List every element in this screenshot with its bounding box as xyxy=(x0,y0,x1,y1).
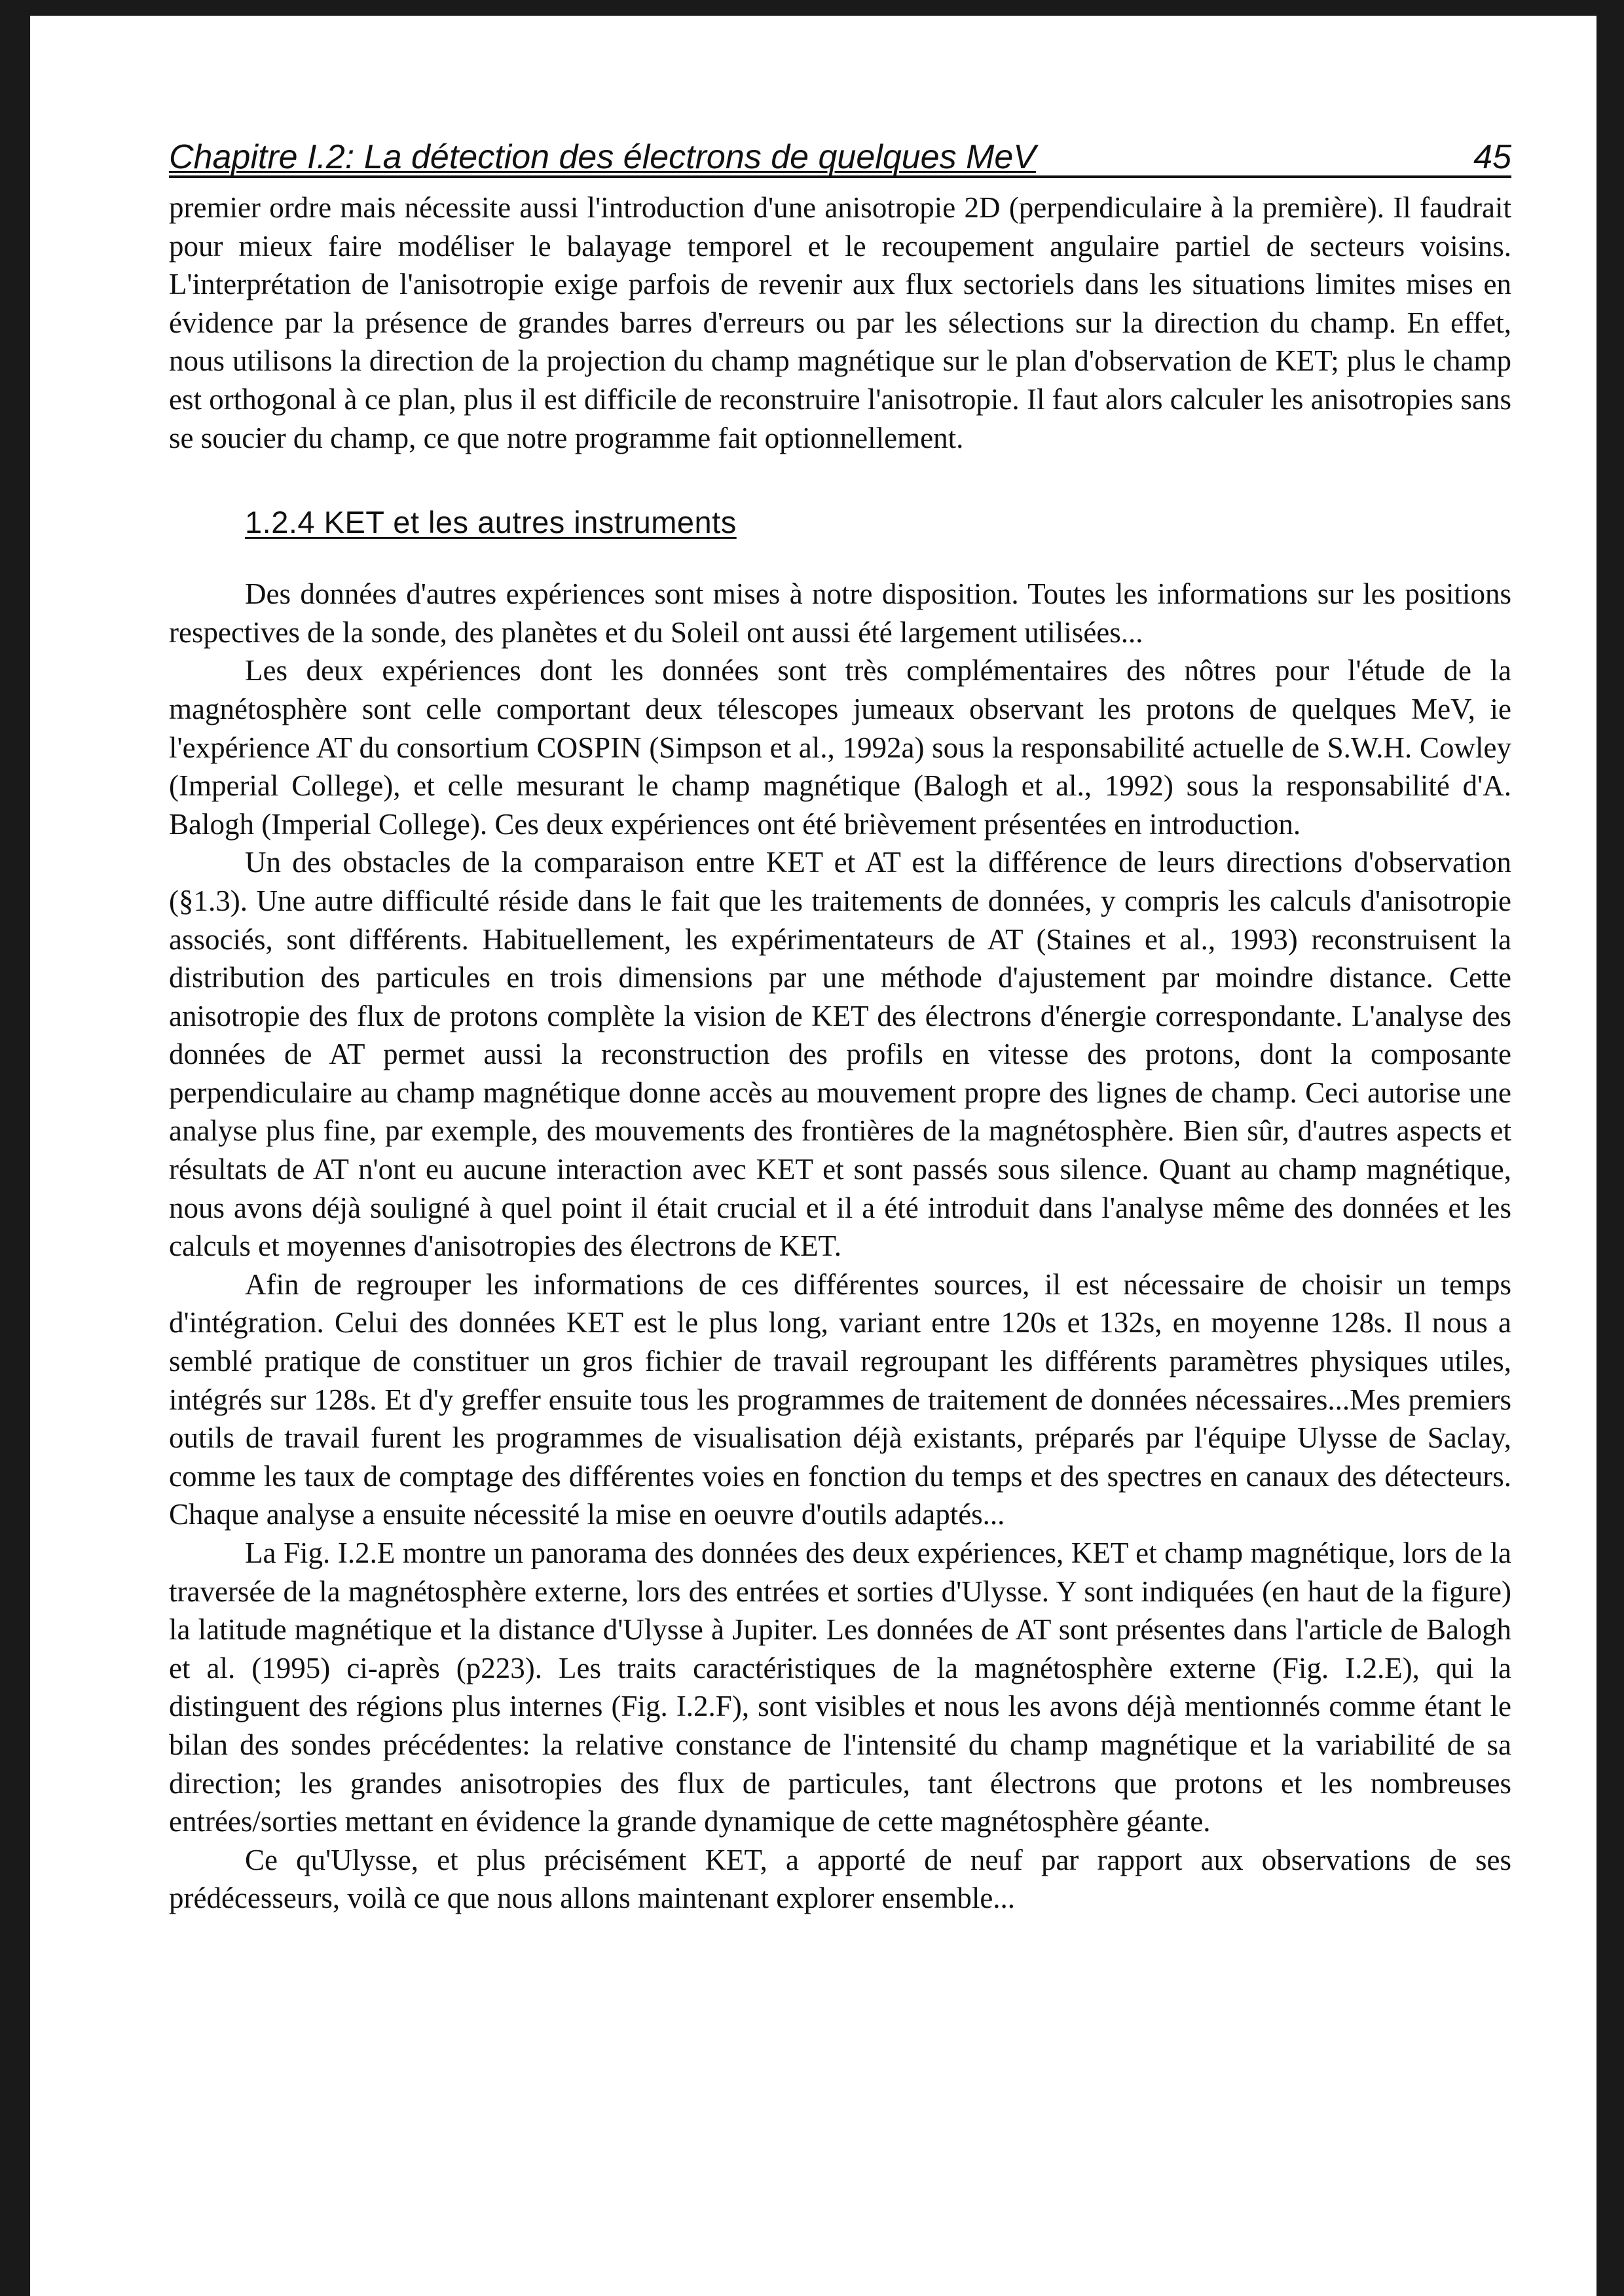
page-number: 45 xyxy=(1473,138,1511,176)
section-body xyxy=(169,575,1511,1918)
paragraph: Des données d'autres expériences sont mises à notre disposition. Toutes les informations sur les positions respectives de la sonde, des planètes et du Soleil ont aussi été largement utilisées... xyxy=(169,577,1511,649)
paragraph: La Fig. I.2.E montre un panorama des données des deux expériences, KET et champ magnétique, lors de la traversée de la magnétosphère externe, lors des entrées et sorties d'Ulysse. Y sont indiquées (en haut de la figure) la latitude magnétique et la distance d'Ulysse à Jupiter. Les données de AT sont présentes dans l'article de Balogh et al. (1995) ci-après (p223). Les traits caractéristiques de la magnétosphère externe (Fig. I.2.E), qui la distinguent des régions plus internes (Fig. I.2.F), sont visibles et nous les avons déjà mentionnés comme étant le bilan des sondes précédentes: la relative constance de l'intensité du champ magnétique et la variabilité de sa direction; les grandes anisotropies des flux de particules, tant électrons que protons et les nombreuses entrées/sorties mettant en évidence la grande dynamique de cette magnétosphère géante. xyxy=(169,1537,1511,1838)
paragraph: Un des obstacles de la comparaison entre KET et AT est la différence de leurs directions d'observation (§1.3). Une autre difficulté réside dans le fait que les traitements de données, y compris les calculs d'anisotropie associés, sont différents. Habituellement, les expérimentateurs de AT (Staines et al., 1993) reconstruisent la distribution des particules en trois dimensions par une méthode d'ajustement par moindre distance. Cette anisotropie des flux de protons complète la vision de KET des électrons d'énergie correspondante. L'analyse des données de AT permet aussi la reconstruction des profils en vitesse des protons, dont la composante perpendiculaire au champ magnétique donne accès au mouvement propre des lignes de champ. Ceci autorise une analyse plus fine, par exemple, des mouvements des frontières de la magnétosphère. Bien sûr, d'autres aspects et résultats de AT n'ont eu aucune interaction avec KET et sont passés sous silence. Quant au champ magnétique, nous avons déjà souligné à quel point il était crucial et il a été introduit dans l'analyse même des données et les calculs et moyennes d'anisotropies des électrons de KET. xyxy=(169,846,1511,1263)
page-content xyxy=(169,122,1511,1918)
paragraph: Afin de regrouper les informations de ces différentes sources, il est nécessaire de choisir un temps d'intégration. Celui des données KET est le plus long, variant entre 120s et 132s, en moyenne 128s. Il nous a semblé pratique de constituer un gros fichier de travail regroupant les différents paramètres physiques utiles, intégrés sur 128s. Et d'y greffer ensuite tous les programmes de traitement de données nécessaires...Mes premiers outils de travail furent les programmes de visualisation déjà existants, préparés par l'équipe Ulysse de Saclay, comme les taux de comptage des différentes voies en fonction du temps et des spectres en canaux des détecteurs. Chaque analyse a ensuite nécessité la mise en oeuvre d'outils adaptés... xyxy=(169,1267,1511,1531)
document-page xyxy=(30,16,1596,2296)
paragraph: Les deux expériences dont les données sont très complémentaires des nôtres pour l'étude de la magnétosphère sont celle comportant deux télescopes jumeaux observant les protons de quelques MeV, ie l'expérience AT du consortium COSPIN (Simpson et al., 1992a) sous la responsabilité actuelle de S.W.H. Cowley (Imperial College), et celle mesurant le champ magnétique (Balogh et al., 1992) sous la responsabilité d'A. Balogh (Imperial College). Ces deux expériences ont été brièvement présentées en introduction. xyxy=(169,654,1511,841)
paragraph: Ce qu'Ulysse, et plus précisément KET, a apporté de neuf par rapport aux observations de ses prédécesseurs, voilà ce que nous allons maintenant explorer ensemble... xyxy=(169,1843,1511,1915)
paragraph-intro: premier ordre mais nécessite aussi l'introduction d'une anisotropie 2D (perpendiculaire à la première). Il faudrait pour mieux faire modéliser le balayage temporel et le recoupement angulaire partiel de secteurs voisins. L'interprétation de l'anisotropie exige parfois de revenir aux flux sectoriels dans les situations limites mises en évidence par la présence de grandes barres d'erreurs ou par les sélections sur la direction du champ. En effet, nous utilisons la direction de la projection du champ magnétique sur le plan d'observation de KET; plus le champ est orthogonal à ce plan, plus il est difficile de reconstruire l'anisotropie. Il faut alors calculer les anisotropies sans se soucier du champ, ce que notre programme fait optionnellement. xyxy=(169,191,1511,454)
chapter-title: Chapitre I.2: La détection des électrons de quelques MeV xyxy=(169,138,1036,176)
section-heading: 1.2.4 KET et les autres instruments xyxy=(245,505,737,540)
running-header xyxy=(169,122,1511,178)
